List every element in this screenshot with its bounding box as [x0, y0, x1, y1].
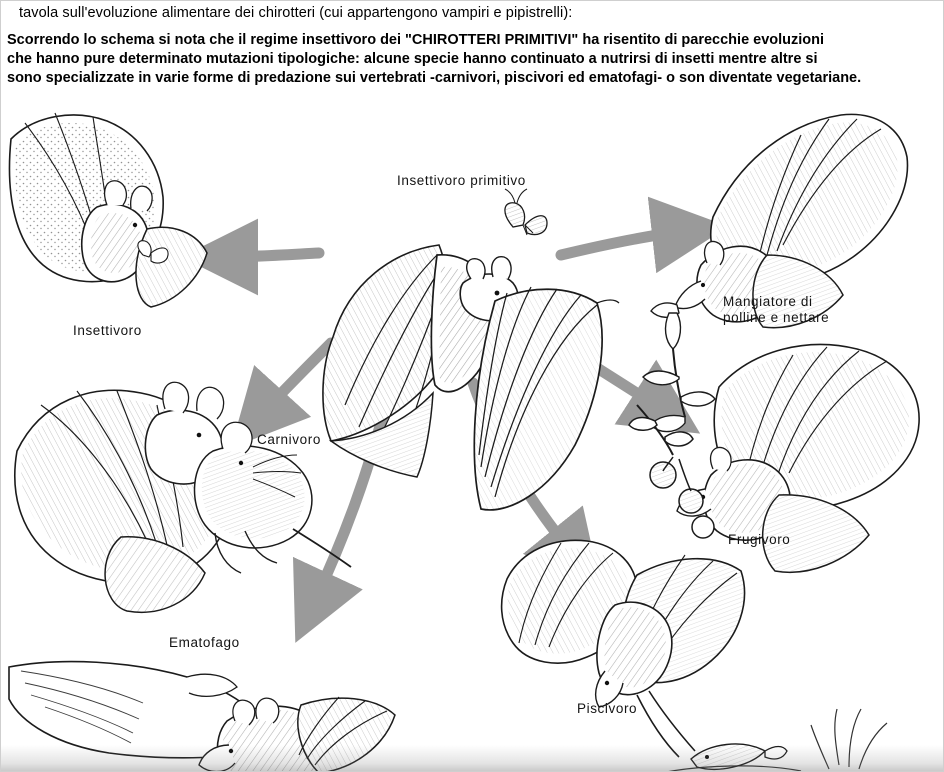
arrow-to-insettivoro — [223, 253, 319, 257]
evolution-diagram — [1, 105, 944, 772]
label-ematofago: Ematofago — [169, 635, 240, 650]
caption-paragraph — [7, 31, 939, 88]
diagram-canvas — [1, 105, 944, 772]
label-insettivoro: Insettivoro — [73, 323, 142, 338]
illustration-carnivoro — [15, 382, 351, 612]
arrow-to-carnivoro — [259, 343, 331, 417]
caption-line-2: che hanno pure determinato mutazioni tipologiche: alcune specie hanno continuato a nutrirsi di insetti mentre altre si — [7, 51, 818, 68]
prey-insect — [505, 189, 547, 235]
label-carnivoro: Carnivoro — [257, 432, 321, 447]
illustration-insettivoro — [9, 113, 207, 307]
arrow-to-nettarivoro — [561, 231, 687, 255]
illustration-piscivoro — [502, 540, 887, 772]
flower — [643, 303, 715, 432]
illustration-ematofago — [9, 662, 395, 772]
label-nettarivoro-line1: Mangiatore di — [723, 294, 813, 309]
page-title: tavola sull'evoluzione alimentare dei chirotteri (cui appartengono vampiri e pipistrelli): — [19, 5, 573, 21]
caption-line-1: Scorrendo lo schema si nota che il regime insettivoro dei "CHIROTTERI PRIMITIVI" ha risentito di parecchie evoluzioni — [7, 32, 825, 48]
label-nettarivoro — [723, 294, 829, 327]
label-nettarivoro-line2: polline e nettare — [723, 310, 830, 326]
caption-line-3: sono specializzate in varie forme di predazione sui vertebrati -carnivori, piscivori ed ematofagi- o son diventate vegetariane. — [7, 70, 862, 87]
illustration-insettivoro-primitivo — [323, 189, 619, 510]
label-piscivoro: Piscivoro — [577, 701, 638, 716]
label-frugivoro: Frugivoro — [728, 532, 791, 547]
label-insettivoro-primitivo: Insettivoro primitivo — [397, 173, 526, 188]
